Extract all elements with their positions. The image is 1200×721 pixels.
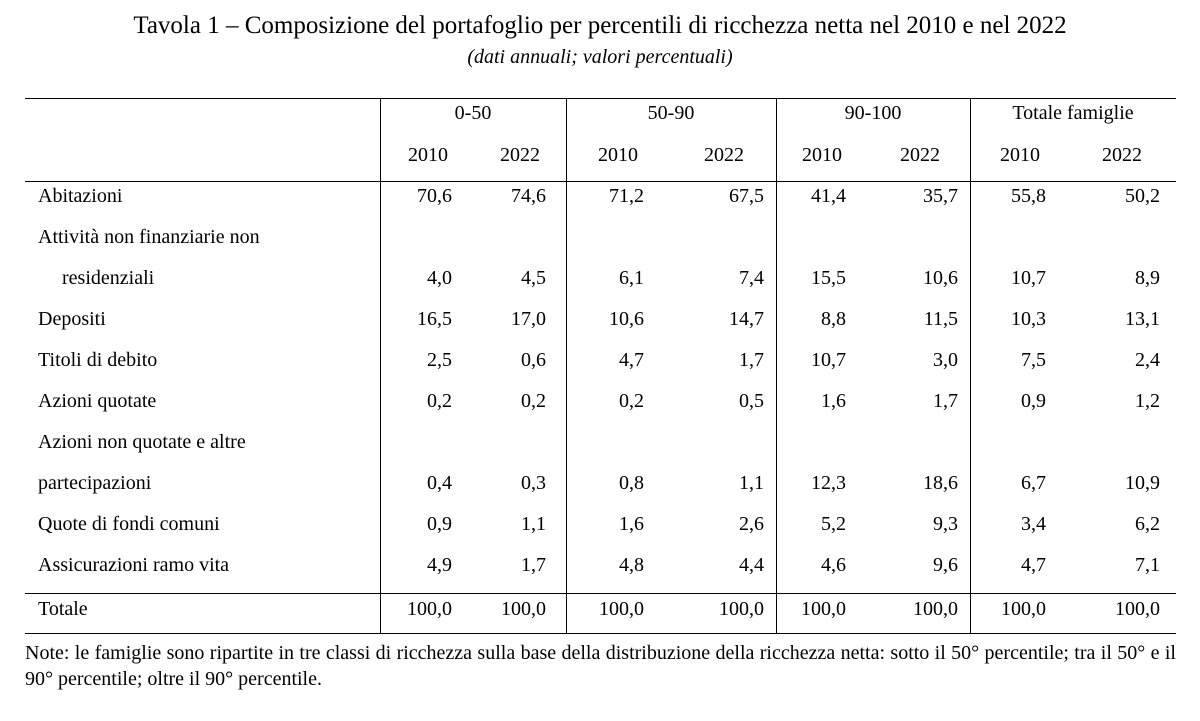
table-subtitle: (dati annuali; valori percentuali) — [467, 46, 733, 68]
table-cell: 41,4 — [811, 185, 846, 207]
table-cell: 9,6 — [933, 554, 958, 576]
table-cell: 16,5 — [417, 308, 452, 330]
total-rule — [25, 593, 1176, 594]
table-cell: 4,0 — [427, 267, 452, 289]
total-label: Totale — [38, 598, 88, 620]
total-cell: 100,0 — [407, 598, 452, 620]
table-cell: 11,5 — [923, 308, 958, 330]
table-cell: 13,1 — [1125, 308, 1160, 330]
table-cell: 10,3 — [1011, 308, 1046, 330]
table-cell: 14,7 — [729, 308, 764, 330]
table-cell: 1,7 — [521, 554, 546, 576]
table-cell: 6,1 — [619, 267, 644, 289]
total-cell: 100,0 — [599, 598, 644, 620]
year-header: 2010 — [408, 144, 448, 166]
row-label-continued: partecipazioni — [38, 472, 152, 494]
table-cell: 4,8 — [619, 554, 644, 576]
table-cell: 74,6 — [511, 185, 546, 207]
table-cell: 0,3 — [521, 472, 546, 494]
table-cell: 2,5 — [427, 349, 452, 371]
table-cell: 18,6 — [923, 472, 958, 494]
table-cell: 10,6 — [609, 308, 644, 330]
table-cell: 1,6 — [821, 390, 846, 412]
row-label: Attività non finanziarie non — [38, 226, 260, 248]
year-header: 2010 — [598, 144, 638, 166]
row-label: Abitazioni — [38, 185, 123, 207]
table-cell: 12,3 — [811, 472, 846, 494]
bottom-rule — [25, 633, 1176, 634]
table-cell: 0,9 — [427, 513, 452, 535]
table-cell: 7,5 — [1021, 349, 1046, 371]
row-label: Titoli di debito — [38, 349, 158, 371]
table-title: Tavola 1 – Composizione del portafoglio per percentili di ricchezza netta nel 2010 e nel 2022 — [133, 12, 1067, 39]
top-rule — [25, 98, 1176, 99]
table-cell: 3,0 — [933, 349, 958, 371]
table-cell: 55,8 — [1011, 185, 1046, 207]
row-label: Azioni quotate — [38, 390, 157, 412]
table-cell: 4,9 — [427, 554, 452, 576]
table-cell: 0,4 — [427, 472, 452, 494]
table-cell: 1,6 — [619, 513, 644, 535]
row-label: Depositi — [38, 308, 106, 330]
table-cell: 10,7 — [811, 349, 846, 371]
year-header: 2022 — [1102, 144, 1142, 166]
table-cell: 1,1 — [739, 472, 764, 494]
table-cell: 0,2 — [619, 390, 644, 412]
table-cell: 17,0 — [511, 308, 546, 330]
table-cell: 0,6 — [521, 349, 546, 371]
table-note: Note: le famiglie sono ripartite in tre classi di ricchezza sulla base della distribuzione della ricchezza netta: sotto il 50° percentile; tra il 50° e il 90° percentile; oltre il 90° percentile. — [25, 642, 1176, 690]
group-header: 0-50 — [454, 102, 492, 124]
table-cell: 15,5 — [811, 267, 846, 289]
table-cell: 5,2 — [821, 513, 846, 535]
table-cell: 10,7 — [1011, 267, 1046, 289]
table-cell: 50,2 — [1125, 185, 1160, 207]
table-cell: 0,5 — [739, 390, 764, 412]
table-cell: 8,8 — [821, 308, 846, 330]
table-cell: 4,4 — [739, 554, 764, 576]
year-header: 2022 — [704, 144, 744, 166]
table-cell: 2,6 — [739, 513, 764, 535]
row-label-continued: residenziali — [62, 267, 155, 289]
table-cell: 4,6 — [821, 554, 846, 576]
total-cell: 100,0 — [913, 598, 958, 620]
total-cell: 100,0 — [501, 598, 546, 620]
table-cell: 6,2 — [1135, 513, 1160, 535]
row-label: Assicurazioni ramo vita — [38, 554, 230, 576]
table-cell: 6,7 — [1021, 472, 1046, 494]
group-header: Totale famiglie — [1012, 102, 1134, 124]
table-cell: 8,9 — [1135, 267, 1160, 289]
table-cell: 4,7 — [1021, 554, 1046, 576]
table-cell: 0,2 — [427, 390, 452, 412]
table-cell: 1,7 — [739, 349, 764, 371]
table-cell: 10,6 — [923, 267, 958, 289]
total-cell: 100,0 — [1115, 598, 1160, 620]
table-cell: 71,2 — [609, 185, 644, 207]
group-header: 50-90 — [647, 102, 695, 124]
year-header: 2022 — [500, 144, 540, 166]
year-header: 2010 — [1000, 144, 1040, 166]
year-header: 2022 — [900, 144, 940, 166]
total-cell: 100,0 — [1001, 598, 1046, 620]
row-label: Azioni non quotate e altre — [38, 431, 246, 453]
table-cell: 2,4 — [1135, 349, 1160, 371]
table-cell: 1,2 — [1135, 390, 1160, 412]
table-cell: 70,6 — [417, 185, 452, 207]
table-cell: 1,7 — [933, 390, 958, 412]
table-cell: 67,5 — [729, 185, 764, 207]
group-header: 90-100 — [844, 102, 902, 124]
table-cell: 10,9 — [1125, 472, 1160, 494]
year-header: 2010 — [802, 144, 842, 166]
table-cell: 9,3 — [933, 513, 958, 535]
total-cell: 100,0 — [719, 598, 764, 620]
table-cell: 4,5 — [521, 267, 546, 289]
table-cell: 1,1 — [521, 513, 546, 535]
table-cell: 0,9 — [1021, 390, 1046, 412]
total-cell: 100,0 — [801, 598, 846, 620]
table-cell: 7,1 — [1135, 554, 1160, 576]
table-cell: 3,4 — [1021, 513, 1046, 535]
table-cell: 7,4 — [739, 267, 764, 289]
table-cell: 35,7 — [923, 185, 958, 207]
table-cell: 0,8 — [619, 472, 644, 494]
row-label: Quote di fondi comuni — [38, 513, 220, 535]
table-cell: 0,2 — [521, 390, 546, 412]
table-cell: 4,7 — [619, 349, 644, 371]
header-rule — [25, 181, 1176, 182]
